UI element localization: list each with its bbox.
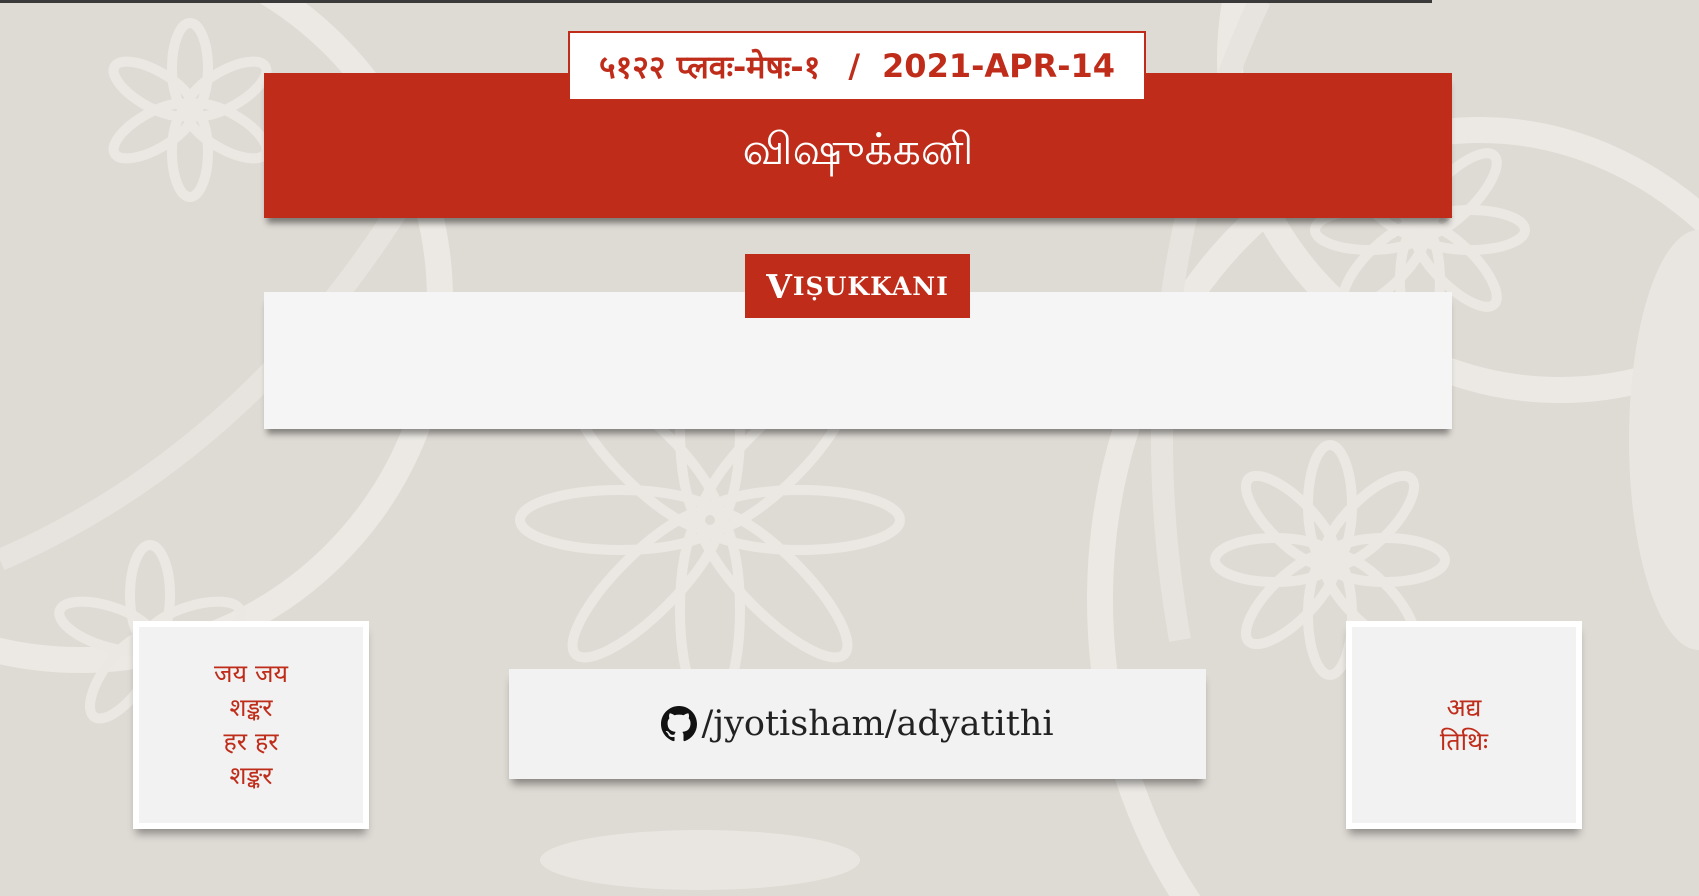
- date-native: ५१२२ प्लवः-मेषः-१: [598, 47, 821, 86]
- date-iso: 2021-APR-14: [882, 47, 1116, 85]
- section-heading-rest: IṢUKKANI: [792, 271, 949, 301]
- repo-link-text[interactable]: /jyotisham/adyatithi: [701, 704, 1054, 744]
- left-card-line: हर हर: [223, 727, 279, 756]
- section-heading-initial: V: [766, 266, 793, 306]
- right-card: [1346, 621, 1582, 829]
- section-heading: [745, 254, 970, 318]
- left-card: [133, 621, 369, 829]
- left-card-line: शङ्कर: [229, 693, 273, 722]
- date-separator: /: [848, 47, 861, 85]
- left-card-line: शङ्कर: [229, 761, 273, 790]
- repo-link[interactable]: [509, 669, 1206, 779]
- left-card-line: जय जय: [213, 659, 289, 688]
- date-tab: [568, 31, 1146, 101]
- right-card-line: अद्य: [1446, 693, 1482, 722]
- right-card-line: तिथिः: [1439, 727, 1489, 756]
- github-icon: [661, 706, 697, 742]
- top-rule: [0, 0, 1432, 3]
- page-title: விஷுக்கனி: [742, 124, 974, 175]
